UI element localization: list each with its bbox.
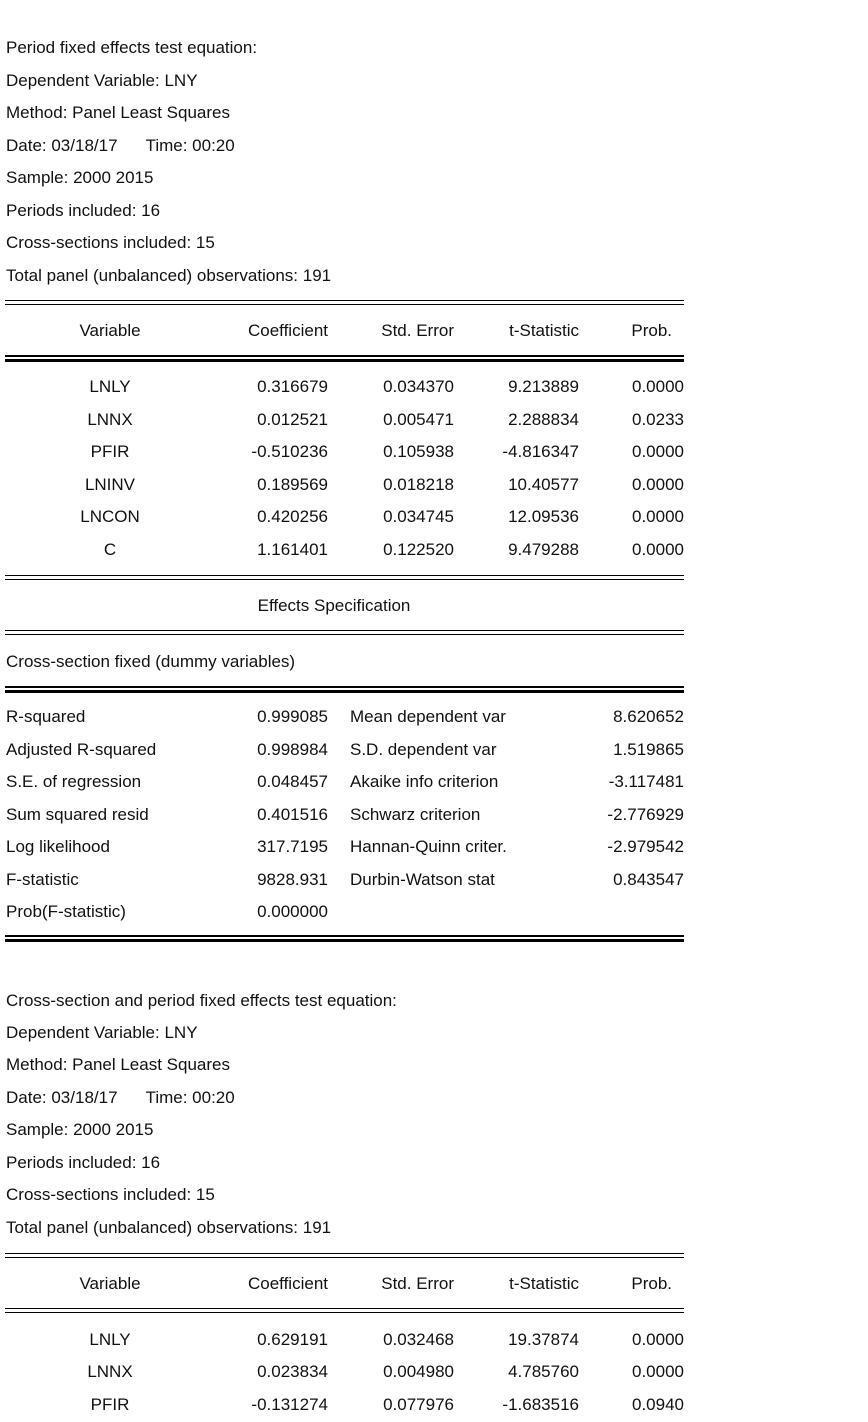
column-header-std-error: Std. Error <box>381 1274 454 1293</box>
table-header-row <box>0 1274 700 1294</box>
stats-row <box>0 740 700 760</box>
t-statistic-value: 19.37874 <box>508 1330 579 1349</box>
date-time: Date: 03/18/17 Time: 00:20 <box>6 1088 235 1107</box>
table-header-row <box>0 321 700 341</box>
stat-label: Sum squared resid <box>6 805 149 824</box>
t-statistic-value: -1.683516 <box>502 1395 579 1414</box>
divider <box>5 355 684 363</box>
variable-name: LNNX <box>87 410 133 429</box>
stat-label: Adjusted R-squared <box>6 740 157 759</box>
std-error-value: 0.004980 <box>383 1362 454 1381</box>
divider <box>5 630 684 638</box>
dependent-variable: Dependent Variable: LNY <box>6 71 198 90</box>
coefficient-value: 0.420256 <box>257 507 328 526</box>
variable-name: PFIR <box>90 1395 130 1414</box>
stat-label: Prob(F-statistic) <box>6 902 126 921</box>
std-error-value: 0.018218 <box>383 475 454 494</box>
column-header-coefficient: Coefficient <box>247 321 328 340</box>
stat-value: 9828.931 <box>257 870 328 889</box>
dependent-variable: Dependent Variable: LNY <box>6 1023 198 1042</box>
coefficient-value: 0.629191 <box>257 1330 328 1349</box>
stat-value: 0.998984 <box>257 740 328 759</box>
effects-specification-text: Cross-section fixed (dummy variables) <box>6 652 296 671</box>
stats-row <box>0 772 700 792</box>
std-error-value: 0.077976 <box>383 1395 454 1414</box>
sample: Sample: 2000 2015 <box>6 168 154 187</box>
stat-value: 0.000000 <box>257 902 328 921</box>
std-error-value: 0.005471 <box>383 410 454 429</box>
stats-row <box>0 870 700 890</box>
prob-value: 0.0940 <box>632 1395 684 1414</box>
method: Method: Panel Least Squares <box>6 1055 230 1074</box>
variable-name: LNLY <box>89 377 131 396</box>
divider <box>5 300 684 308</box>
table-row <box>0 1362 700 1382</box>
stat-label: Hannan-Quinn criter. <box>350 837 507 856</box>
stat-label: Mean dependent var <box>350 707 506 726</box>
divider <box>5 575 684 583</box>
stat-label: Durbin-Watson stat <box>350 870 495 889</box>
table-row <box>0 1330 700 1350</box>
stats-row <box>0 805 700 825</box>
coefficient-value: -0.510236 <box>251 442 328 461</box>
prob-value: 0.0000 <box>632 475 684 494</box>
sample: Sample: 2000 2015 <box>6 1120 154 1139</box>
effects-specification-title: Effects Specification <box>257 596 411 615</box>
stat-value: 1.519865 <box>613 740 684 759</box>
cross-sections-included: Cross-sections included: 15 <box>6 233 215 252</box>
t-statistic-value: 9.213889 <box>508 377 579 396</box>
stat-value: -2.979542 <box>607 837 684 856</box>
coefficient-value: 0.316679 <box>257 377 328 396</box>
stat-label: R-squared <box>6 707 86 726</box>
column-header-prob: Prob. <box>631 1274 672 1293</box>
stat-value: -2.776929 <box>607 805 684 824</box>
stat-label: S.E. of regression <box>6 772 142 791</box>
table-row <box>0 410 700 430</box>
stats-row <box>0 902 700 922</box>
prob-value: 0.0000 <box>632 377 684 396</box>
t-statistic-value: 9.479288 <box>508 540 579 559</box>
column-header-variable: Variable <box>79 1274 141 1293</box>
table-row <box>0 1395 700 1415</box>
stat-label: F-statistic <box>6 870 79 889</box>
stat-value: 8.620652 <box>613 707 684 726</box>
prob-value: 0.0000 <box>632 1362 684 1381</box>
coefficient-value: 0.012521 <box>257 410 328 429</box>
column-header-t-statistic: t-Statistic <box>509 321 579 340</box>
stat-label: Log likelihood <box>6 837 110 856</box>
t-statistic-value: -4.816347 <box>502 442 579 461</box>
stat-value: 0.048457 <box>257 772 328 791</box>
column-header-std-error: Std. Error <box>381 321 454 340</box>
t-statistic-value: 4.785760 <box>508 1362 579 1381</box>
stat-value: 0.401516 <box>257 805 328 824</box>
date-time: Date: 03/18/17 Time: 00:20 <box>6 136 235 155</box>
stat-label: Schwarz criterion <box>350 805 481 824</box>
column-header-prob: Prob. <box>631 321 672 340</box>
stats-row <box>0 707 700 727</box>
t-statistic-value: 2.288834 <box>508 410 579 429</box>
divider <box>5 1253 684 1261</box>
equation-title: Cross-section and period fixed effects test equation: <box>6 991 397 1010</box>
prob-value: 0.0000 <box>632 442 684 461</box>
stat-value: -3.117481 <box>608 772 684 791</box>
std-error-value: 0.105938 <box>383 442 454 461</box>
variable-name: C <box>103 540 117 559</box>
prob-value: 0.0000 <box>632 1330 684 1349</box>
coefficient-value: 0.023834 <box>257 1362 328 1381</box>
stat-value: 0.999085 <box>257 707 328 726</box>
table-row <box>0 540 700 560</box>
stat-value: 0.843547 <box>613 870 684 889</box>
variable-name: PFIR <box>90 442 130 461</box>
stat-label: S.D. dependent var <box>350 740 497 759</box>
column-header-variable: Variable <box>79 321 141 340</box>
total-observations: Total panel (unbalanced) observations: 191 <box>6 266 332 285</box>
variable-name: LNNX <box>87 1362 133 1381</box>
t-statistic-value: 12.09536 <box>508 507 579 526</box>
column-header-t-statistic: t-Statistic <box>509 1274 579 1293</box>
column-header-coefficient: Coefficient <box>247 1274 328 1293</box>
table-row <box>0 442 700 462</box>
table-row <box>0 507 700 527</box>
divider <box>5 1308 684 1316</box>
table-row <box>0 377 700 397</box>
stats-row <box>0 837 700 857</box>
std-error-value: 0.122520 <box>383 540 454 559</box>
prob-value: 0.0000 <box>632 507 684 526</box>
divider <box>5 935 684 943</box>
divider <box>5 686 684 694</box>
variable-name: LNLY <box>89 1330 131 1349</box>
periods-included: Periods included: 16 <box>6 201 161 220</box>
table-row <box>0 475 700 495</box>
coefficient-value: 0.189569 <box>257 475 328 494</box>
periods-included: Periods included: 16 <box>6 1153 161 1172</box>
stat-label: Akaike info criterion <box>350 772 499 791</box>
cross-sections-included: Cross-sections included: 15 <box>6 1185 215 1204</box>
variable-name: LNINV <box>84 475 136 494</box>
std-error-value: 0.032468 <box>383 1330 454 1349</box>
coefficient-value: 1.161401 <box>257 540 328 559</box>
prob-value: 0.0233 <box>632 410 684 429</box>
total-observations: Total panel (unbalanced) observations: 191 <box>6 1218 332 1237</box>
prob-value: 0.0000 <box>632 540 684 559</box>
t-statistic-value: 10.40577 <box>508 475 579 494</box>
stat-value: 317.7195 <box>257 837 328 856</box>
method: Method: Panel Least Squares <box>6 103 230 122</box>
variable-name: LNCON <box>80 507 140 526</box>
equation-title: Period fixed effects test equation: <box>6 38 258 57</box>
std-error-value: 0.034370 <box>383 377 454 396</box>
coefficient-value: -0.131274 <box>251 1395 328 1414</box>
std-error-value: 0.034745 <box>383 507 454 526</box>
